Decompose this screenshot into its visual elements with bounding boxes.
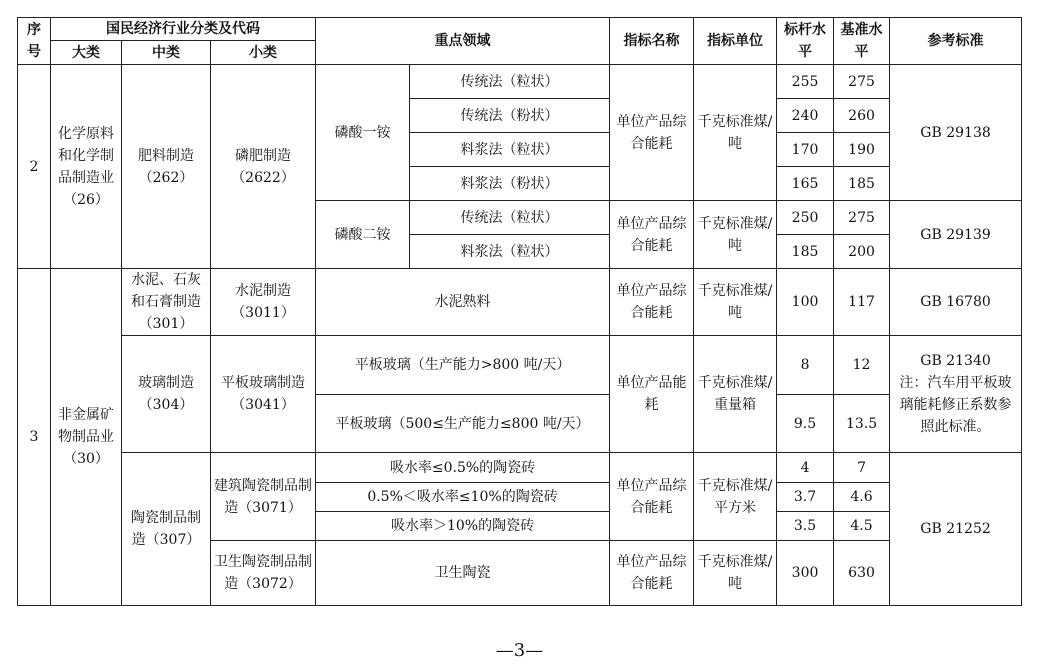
focus-cell: 吸水率≤0.5%的陶瓷砖 [316, 453, 610, 483]
major-category-cell: 非金属矿物制品业（30） [51, 269, 122, 606]
page-number: —3— [495, 640, 544, 661]
benchmark-cell: 8 [777, 336, 834, 395]
seq-cell: 2 [18, 65, 51, 269]
col-minor-header: 小类 [211, 41, 316, 65]
baseline-cell: 4.5 [834, 512, 890, 541]
baseline-cell: 7 [834, 453, 890, 483]
col-industry-header: 国民经济行业分类及代码 [51, 18, 316, 41]
col-major-header: 大类 [51, 41, 122, 65]
benchmark-cell: 4 [777, 453, 834, 483]
baseline-cell: 185 [834, 167, 890, 201]
focus-cell: 吸水率＞10%的陶瓷砖 [316, 512, 610, 541]
indicator-name-cell: 单位产品综合能耗 [610, 541, 694, 606]
benchmark-cell: 100 [777, 269, 834, 336]
reference-cell: GB 16780 [890, 269, 1022, 336]
col-middle-header: 中类 [122, 41, 211, 65]
benchmark-cell: 3.5 [777, 512, 834, 541]
product-cell: 磷酸一铵 [316, 65, 410, 201]
major-category-cell: 化学原料和化学制品制造业（26） [51, 65, 122, 269]
indicator-name-cell: 单位产品综合能耗 [610, 269, 694, 336]
middle-category-cell: 玻璃制造（304） [122, 336, 211, 453]
reference-note: 注：汽车用平板玻璃能耗修正系数参照此标准。 [899, 375, 1012, 435]
baseline-cell: 4.6 [834, 483, 890, 512]
benchmark-cell: 250 [777, 201, 834, 235]
focus-cell: 卫生陶瓷 [316, 541, 610, 606]
benchmark-cell: 240 [777, 99, 834, 133]
minor-category-cell: 建筑陶瓷制品制造（3071） [211, 453, 316, 541]
minor-category-cell: 平板玻璃制造（3041） [211, 336, 316, 453]
middle-category-cell: 水泥、石灰和石膏制造（301） [122, 269, 211, 336]
indicator-unit-cell: 千克标准煤/吨 [694, 65, 777, 201]
process-cell: 传统法（粒状） [410, 201, 610, 235]
indicator-name-cell: 单位产品能耗 [610, 336, 694, 453]
seq-cell: 3 [18, 269, 51, 606]
baseline-cell: 275 [834, 201, 890, 235]
process-cell: 料浆法（粒状） [410, 235, 610, 269]
process-cell: 传统法（粉状） [410, 99, 610, 133]
baseline-cell: 630 [834, 541, 890, 606]
reference-code: GB 21340 [920, 353, 991, 369]
indicator-unit-cell: 千克标准煤/重量箱 [694, 336, 777, 453]
indicator-unit-cell: 千克标准煤/吨 [694, 269, 777, 336]
baseline-cell: 190 [834, 133, 890, 167]
focus-cell: 0.5%＜吸水率≤10%的陶瓷砖 [316, 483, 610, 512]
reference-cell: GB 29139 [890, 201, 1022, 269]
focus-cell: 水泥熟料 [316, 269, 610, 336]
table-row [18, 269, 1022, 336]
reference-cell [890, 336, 1022, 453]
col-indicator-name-header: 指标名称 [610, 18, 694, 65]
benchmark-cell: 3.7 [777, 483, 834, 512]
product-cell: 磷酸二铵 [316, 201, 410, 269]
reference-cell: GB 29138 [890, 65, 1022, 201]
baseline-cell: 260 [834, 99, 890, 133]
energy-benchmark-table [17, 17, 1022, 606]
table-row [18, 65, 1022, 99]
benchmark-cell: 9.5 [777, 395, 834, 453]
table-row [18, 336, 1022, 395]
header-row [18, 18, 1022, 41]
benchmark-cell: 170 [777, 133, 834, 167]
col-baseline-header: 基准水平 [834, 18, 890, 65]
benchmark-cell: 255 [777, 65, 834, 99]
baseline-cell: 13.5 [834, 395, 890, 453]
middle-category-cell: 陶瓷制品制造（307） [122, 453, 211, 606]
focus-cell: 平板玻璃（生产能力>800 吨/天） [316, 336, 610, 395]
col-focus-header: 重点领域 [316, 18, 610, 65]
indicator-unit-cell: 千克标准煤/吨 [694, 541, 777, 606]
indicator-unit-cell: 千克标准煤/平方米 [694, 453, 777, 541]
focus-cell: 平板玻璃（500≤生产能力≤800 吨/天） [316, 395, 610, 453]
process-cell: 料浆法（粒状） [410, 133, 610, 167]
benchmark-cell: 300 [777, 541, 834, 606]
col-seq-header: 序号 [18, 18, 51, 65]
indicator-name-cell: 单位产品综合能耗 [610, 65, 694, 201]
process-cell: 料浆法（粉状） [410, 167, 610, 201]
indicator-name-cell: 单位产品综合能耗 [610, 453, 694, 541]
col-indicator-unit-header: 指标单位 [694, 18, 777, 65]
middle-category-cell: 肥料制造（262） [122, 65, 211, 269]
table-row [18, 453, 1022, 483]
baseline-cell: 12 [834, 336, 890, 395]
process-cell: 传统法（粒状） [410, 65, 610, 99]
baseline-cell: 275 [834, 65, 890, 99]
minor-category-cell: 水泥制造（3011） [211, 269, 316, 336]
indicator-unit-cell: 千克标准煤/吨 [694, 201, 777, 269]
minor-category-cell: 卫生陶瓷制品制造（3072） [211, 541, 316, 606]
baseline-cell: 117 [834, 269, 890, 336]
minor-category-cell: 磷肥制造（2622） [211, 65, 316, 269]
col-benchmark-header: 标杆水平 [777, 18, 834, 65]
baseline-cell: 200 [834, 235, 890, 269]
reference-cell: GB 21252 [890, 453, 1022, 606]
indicator-name-cell: 单位产品综合能耗 [610, 201, 694, 269]
col-reference-header: 参考标准 [890, 18, 1022, 65]
benchmark-cell: 165 [777, 167, 834, 201]
benchmark-cell: 185 [777, 235, 834, 269]
